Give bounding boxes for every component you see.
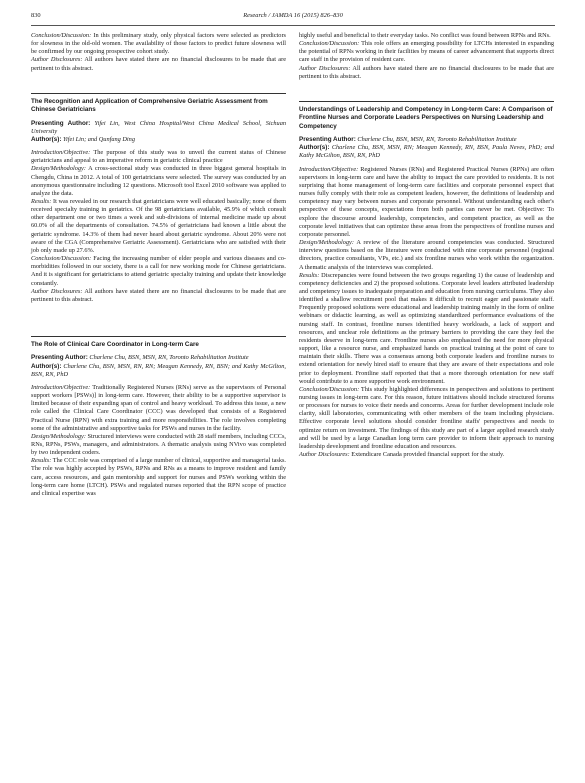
presenting-author [299, 136, 554, 144]
running-header [31, 12, 555, 24]
paragraph-text: All authors have stated there are no financial disclosures to be made that are pertinent to this abstract. [31, 287, 286, 303]
presenting-author-value: Charlene Chu, BSN, MSN, RN, Toronto Rehabilitation Institute [355, 136, 517, 144]
paragraph-text: The purpose of this study was to unveil the current status of Chinese geriatricians and appeal to an imperative reform in geriatric clinical practice [31, 149, 286, 165]
section-label: Results: [31, 457, 52, 465]
authors [31, 363, 286, 379]
paragraph-text: Facing the increasing number of elder people and various diseases and co-morbidities followed in our society, there is a call for new working mode for Chinese geriatricians. And it is significant for geriatricians to attend geriatric specialty training and update their knowledge constantly. [31, 255, 286, 287]
section-label: Conclusion/Discussion: [31, 255, 92, 263]
abstract-leadership-competency [299, 101, 554, 459]
section-label: Design/Methodology: [299, 239, 354, 247]
right-continuation [299, 32, 554, 81]
paragraph [31, 255, 286, 288]
paragraph-text: All authors have stated there are no financial disclosures to be made that are pertinent to this abstract. [31, 56, 286, 72]
paragraph [31, 288, 286, 304]
paragraph [31, 149, 286, 165]
paragraph-text: This study highlighted differences in perspectives and solutions to pertinent nursing issues in long-term care. For this reason, future initiatives should include structured forums or processes for nurses to voice their needs and concerns. Areas for further development include role clarity, skill laboratories, communicating with other members of the team including physicians. Effective corporate level solutions should consider frontline staffs' perspectives and needs to optimize return on investment. The findings of this study are part of a larger applied research study and will be used by a large Canadian long term care provider to inform their approach to nursing leadership development and frontline education and resources. [299, 385, 554, 450]
left-continuation [31, 32, 286, 73]
presenting-author-value: Yifei Lin, West China Hospital/West China Medical School, Sichuan University [31, 119, 286, 135]
abstract-divider [299, 101, 554, 102]
right-column [299, 32, 554, 459]
authors-label: Author(s): [299, 144, 330, 152]
section-label: Introduction/Objective: [31, 383, 91, 391]
abstract-divider [31, 93, 286, 94]
page-number: 830 [31, 12, 41, 19]
paragraph [299, 239, 554, 272]
paragraph [31, 165, 286, 198]
abstract-title: The Role of Clinical Care Coordinator in Long-term Care [31, 341, 199, 349]
paragraph [299, 40, 554, 64]
authors-label: Author(s): [31, 135, 62, 143]
paragraph-text: A review of the literature around competencies was conducted. Structured interview questions based on the literature were conducted with nine corporate personnel (regional directors, practice consultants, VPs, etc.) and six frontline nurses who work within the organization. A thematic analysis of the interviews was completed. [299, 239, 554, 271]
authors-value: Charlene Chu, BSN, MSN, RN; Meagan Kennedy, RN, BSN, Paula Neves, PhD; and Kathy McGilton, BSN, RN, PhD [299, 144, 554, 160]
paragraph [299, 451, 554, 459]
paragraph [299, 65, 554, 81]
section-label: Conclusion/Discussion: [299, 385, 360, 393]
paragraph [31, 198, 286, 255]
section-label: Author Disclosures: [31, 56, 83, 64]
authors-value: Yifei Lin; and Qunfang Ding [61, 135, 135, 143]
section-label: Design/Methodology: [31, 432, 86, 440]
paragraph [31, 433, 286, 457]
paragraph-text: All authors have stated there are no financial disclosures to be made that are pertinent to this abstract. [299, 64, 554, 80]
paragraph-text: Discrepancies were found between the two groups regarding 1) the cause of leadership and competency deficiencies and 2) the proposed solutions. Corporate level leaders attributed leadership and competency issues to inadequate preparation and education from nursing curriculums. They also identified a shallow recruitment pool that makes it difficult to recruit eager and passionate staff. Frequently proposed solutions were educational and leadership training mainly in the form of online webinars or didactic learning, as well as optimizing standardized performance evaluations of the nursing staff. In contrast, frontline nurses identified heavy workloads, a lack of support and resources, and unclear role definitions as the primary barriers to providing the care they feel the residents deserve in long-term care. Frontline nurses also emphasized the need for more physical support, like a resource nurse, and emphasized hands on practical training at the point of care to maintain their skills. There was a consensus among both corporate leaders and frontline nurses to extend orientation for newly hired staff to ensure that they are aware of their expectations and role prior to deployment. Frontline staff reported that that a more thorough orientation for new staff would contribute to a more supportive work environment. [299, 271, 554, 385]
presenting-author-label: Presenting Author: [31, 119, 91, 127]
authors [31, 136, 286, 144]
section-label: Introduction/Objective: [299, 165, 359, 173]
paragraph-text: This role offers an emerging possibility for LTCHs interested in expanding the potential of RPNs working in their facilities by means of career advancement that supports direct care staff in the provision of resident care. [299, 40, 554, 64]
paragraph-text: Registered Nurses (RNs) and Registered Practical Nurses (RPNs) are often supervisors in long-term care and have the ability to impact the care provided to residents. It is not surprising that home management of long-term care facilities and corporate personnel expect that nurses fully comply with their role as competent leaders, however, the definitions of leadership and competency may vary between nurses and corporate personnel. Without understanding each other's perspective of these concepts, expectations from both parties can never be met. Objective: To explore the discourse around leadership, competencies, and competent practice, as well as the corporate level initiatives that can optimize these areas from the perspectives of frontline nurses and corporate personnel. [299, 165, 554, 238]
abstract-title: Understandings of Leadership and Competency in Long-term Care: A Comparison of Frontline Nurses and Corporate Leaders Perspectives on Nursing Leadership and Competency [299, 105, 553, 130]
authors [299, 144, 554, 160]
section-label: Results: [299, 271, 320, 279]
paragraph-text: It was revealed in our research that geriatricians were well educated basically; none of them received specialty training in geriatrics. Of the 98 geriatricians available, 45.9% of which consult other department one or two times a week and sub-divisions of internal medicine made up about 60.0% of all the departments of consultation. 74.5% of geriatricians had known a little about the geriatric syndrome. 14.3% of them had never heard about geriatric syndrome. About 20% were not aware of the CGA (Comprehensive Geriatric Assessment). Geriatricians who are satisfied with their job only made up 27.6%. [31, 198, 286, 254]
abstract-divider [31, 336, 286, 337]
section-label: Results: [31, 198, 52, 205]
paragraph-text: Extendicare Canada provided financial support for the study. [349, 451, 505, 459]
section-label: Introduction/Objective: [31, 149, 91, 157]
left-column [31, 32, 286, 498]
paragraph-text: The CCC role was comprised of a large number of clinical, supportive and managerial tasks. The role was highly accepted by PSWs, RPNs and RNs as a means to improve resident and family care, access resources, and gain mentorship and support for nurses and PSWs working within the long-term care home (LTCH). PSWs and regulated nurses reported that the RPN scope of practice and clinical expertise was [31, 457, 286, 497]
paragraph [31, 56, 286, 72]
paragraph-text: Traditionally Registered Nurses (RNs) serve as the supervisors of Personal support workers [PSWs)] in long-term care. However, their ability to be a supportive supervisor is limited because of their expanding span of control and heavy workload. To address this issue, a new role called the Clinical Care Coordinator (CCC) was developed that consists of a Registered Practical Nurse (RPN) with extra training and more responsibilities. The role involves completing some of the administrative and supportive tasks for PSWs and nurses in the facility. [31, 383, 286, 432]
paragraph [299, 272, 554, 386]
paragraph-text: highly useful and beneficial to their everyday tasks. No conflict was found between RPNs and RNs. [299, 32, 551, 39]
paragraph-text: Structured interviews were conducted with 28 staff members, including CCCs, RNs, RPNs, PSWs, managers, and administrators. A thematic analysis using NVivo was completed by two independent coders. [31, 432, 286, 457]
section-label: Author Disclosures: [299, 64, 351, 72]
authors-label: Author(s): [31, 362, 62, 370]
paragraph [299, 166, 554, 239]
paragraph [299, 32, 554, 40]
header-divider [31, 25, 555, 26]
paragraph [31, 384, 286, 433]
presenting-author-label: Presenting Author: [31, 354, 88, 362]
section-label: Conclusion/Discussion: [299, 40, 360, 48]
paragraph-text: A cross-sectional study was conducted in three biggest general hospitals in Chengdu, China in 2012. A total of 100 geriatricians were selected. The survey was conducted by an anonymous questionnaire including 12 questions. Microsoft tool Excel 2010 software was applied to analyze the data. [31, 165, 286, 197]
paragraph [31, 32, 286, 56]
abstract-title: The Recognition and Application of Comprehensive Geriatric Assessment from Chinese Geriatricians [31, 97, 268, 114]
presenting-author [31, 354, 286, 362]
abstract-clinical-care-coordinator [31, 336, 286, 498]
presenting-author-value: Charlene Chu, BSN, MSN, RN, Toronto Rehabilitation Institute [87, 354, 249, 362]
abstract-recognition-cga [31, 93, 286, 304]
presenting-author [31, 120, 286, 136]
presenting-author-label: Presenting Author: [299, 136, 356, 144]
section-label: Author Disclosures: [31, 287, 83, 295]
section-label: Author Disclosures: [299, 451, 350, 459]
paragraph-text: In this preliminary study, only physical factors were selected as predictors for slowness in the old-old women. The availability of those factors to predict future slowness will be confirmed by our ongoing prospective cohort study. [31, 32, 286, 56]
paragraph [31, 457, 286, 498]
paragraph [299, 386, 554, 451]
journal-citation: Research / JAMDA 16 (2015) 826–830 [243, 12, 343, 19]
section-label: Design/Methodology: [31, 165, 86, 173]
section-label: Conclusion/Discussion: [31, 32, 92, 39]
authors-value: Charlene Chu, BSN, MSN, RN, RN; Meagan Kennedy, RN, BSN; and Kathy McGilton, BSN, RN, PhD [31, 362, 286, 378]
